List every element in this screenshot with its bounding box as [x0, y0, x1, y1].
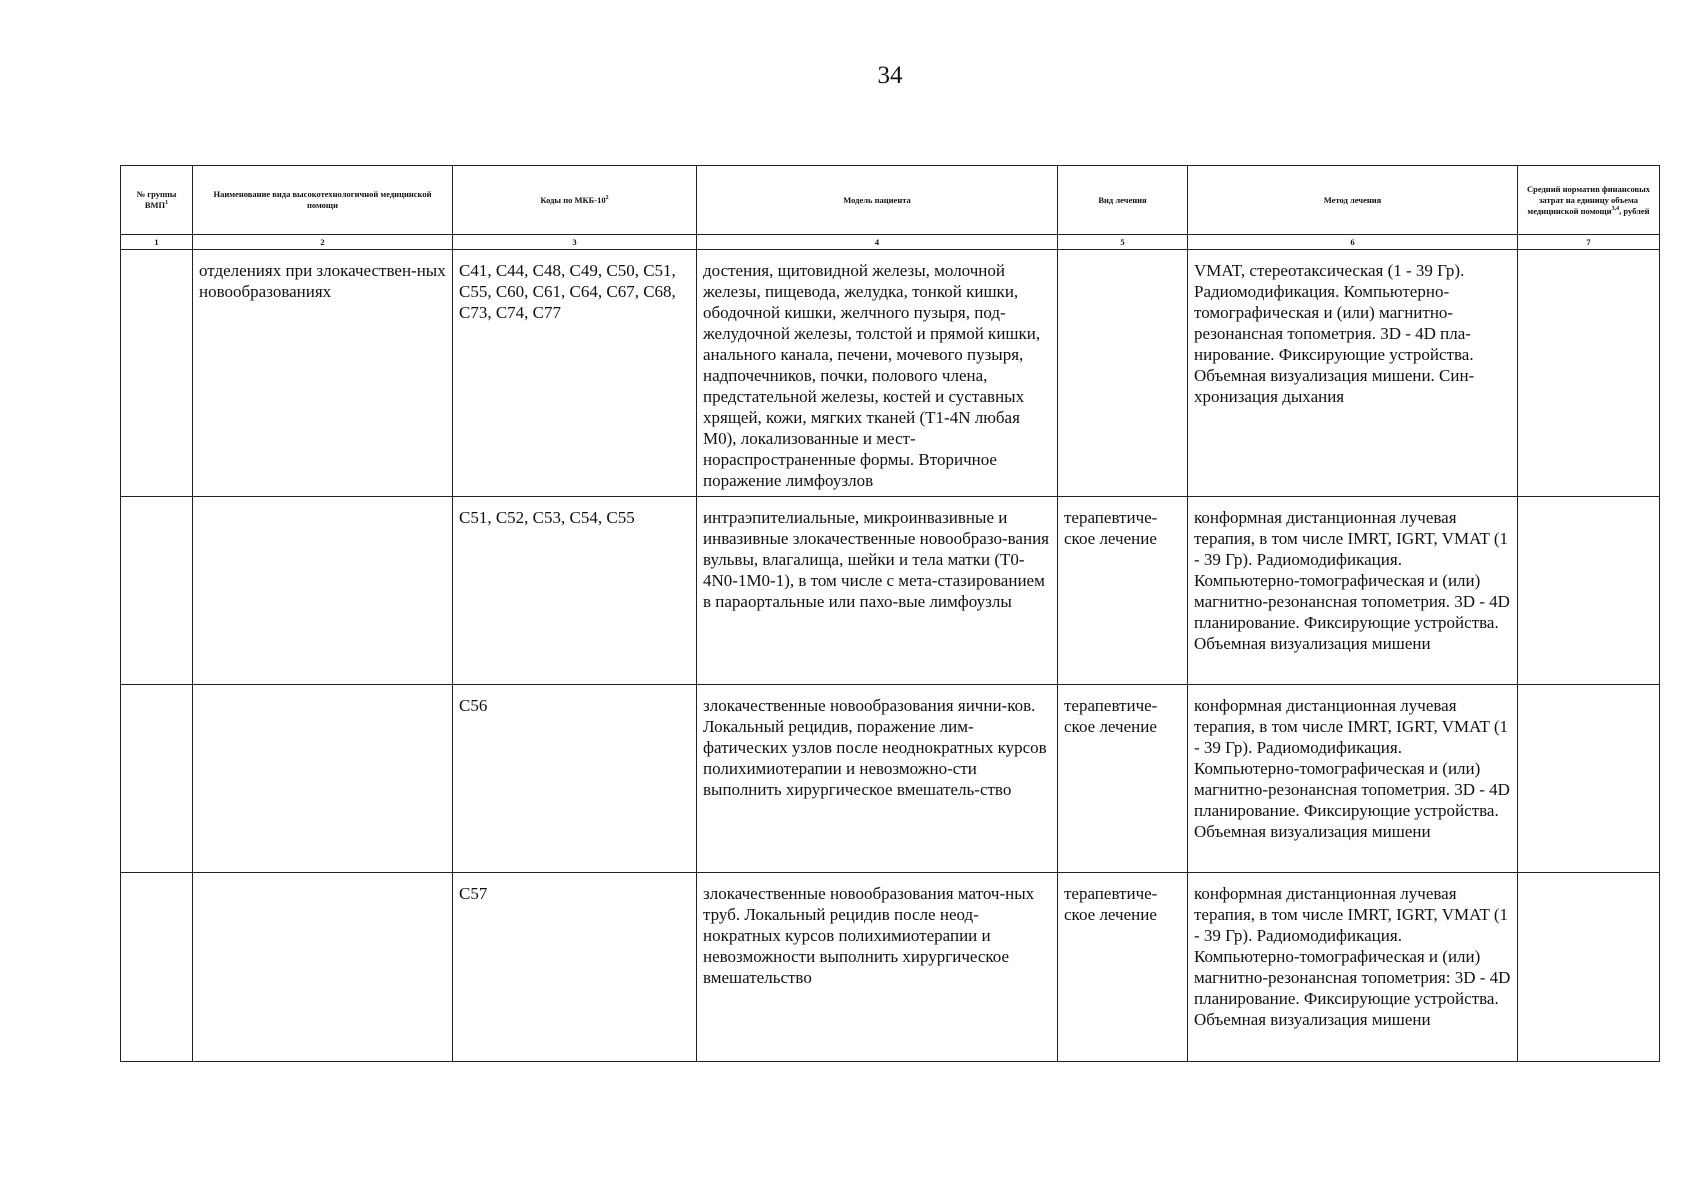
table-row: [121, 250, 1660, 497]
group-number-cell: [121, 685, 193, 873]
header-icd-codes: Коды по МКБ-$10^2$: [453, 166, 697, 235]
care-type-cell: отделениях при злокачествен-ных новообразованиях: [193, 250, 453, 497]
column-number: 3: [453, 235, 697, 250]
average-cost-cell: [1518, 497, 1660, 685]
column-number: 4: [697, 235, 1058, 250]
treatment-method-cell: конформная дистанционная лучевая терапия, в том числе IMRT, IGRT, VMAT (1 - 39 Гр). Радиомодификация. Компьютерно-томографическая и (или) магнитно-резонансная топометрия. 3D - 4D планирование. Фиксирующие устройства. Объемная визуализация мишени: [1188, 497, 1518, 685]
icd-codes-cell: C56: [453, 685, 697, 873]
header-average-cost: Средний норматив финансовых затрат на единицу объема медицинской помощи$^{3,4}$, рублей: [1518, 166, 1660, 235]
group-number-cell: [121, 250, 193, 497]
patient-model-cell: злокачественные новообразования маточ-ных труб. Локальный рецидив после неод-нократных курсов полихимиотерапии и невозможности выполнить хирургическое вмешательство: [697, 873, 1058, 1062]
group-number-cell: [121, 873, 193, 1062]
icd-codes-cell: C51, C52, C53, C54, C55: [453, 497, 697, 685]
treatment-type-cell: [1058, 250, 1188, 497]
treatment-type-cell: терапевтиче-ское лечение: [1058, 685, 1188, 873]
page-number: 34: [877, 62, 903, 89]
treatment-type-cell: терапевтиче-ское лечение: [1058, 873, 1188, 1062]
table-row: [121, 685, 1660, 873]
column-number: 7: [1518, 235, 1660, 250]
icd-codes-cell: C41, C44, C48, C49, C50, C51, C55, C60, C61, C64, C67, C68, C73, C74, C77: [453, 250, 697, 497]
average-cost-cell: [1518, 873, 1660, 1062]
header-care-type: Наименование вида высокотехнологичной медицинской помощи: [193, 166, 453, 235]
column-number: 1: [121, 235, 193, 250]
care-type-cell: [193, 497, 453, 685]
header-treatment-type: Вид лечения: [1058, 166, 1188, 235]
header-group-number: № группы ВМП$^1$: [121, 166, 193, 235]
table-row: [121, 873, 1660, 1062]
care-type-cell: [193, 685, 453, 873]
header-treatment-method: Метод лечения: [1188, 166, 1518, 235]
treatment-method-cell: конформная дистанционная лучевая терапия, в том числе IMRT, IGRT, VMAT (1 - 39 Гр). Радиомодификация. Компьютерно-томографическая и (или) магнитно-резонансная топометрия: 3D - 4D планирование. Фиксирующие устройства. Объемная визуализация мишени: [1188, 873, 1518, 1062]
header-patient-model: Модель пациента: [697, 166, 1058, 235]
patient-model-cell: достения, щитовидной железы, молочной железы, пищевода, желудка, тонкой кишки, ободочной кишки, желчного пузыря, под-желудочной железы, толстой и прямой кишки, анального канала, печени, мочевого пузыря, надпочечников, почки, полового члена, предстательной железы, костей и суставных хрящей, кожи, мягких тканей (T1-4N любая M0), локализованные и мест-нораспространенные формы. Вторичное поражение лимфоузлов: [697, 250, 1058, 497]
table-header-row: [121, 166, 1660, 235]
column-number: 6: [1188, 235, 1518, 250]
vmp-table: [120, 165, 1660, 1062]
patient-model-cell: интраэпителиальные, микроинвазивные и инвазивные злокачественные новообразо-вания вульвы, влагалища, шейки и тела матки (T0-4N0-1M0-1), в том числе с мета-стазированием в параортальные или пахо-вые лимфоузлы: [697, 497, 1058, 685]
average-cost-cell: [1518, 685, 1660, 873]
treatment-method-cell: VMAT, стереотаксическая (1 - 39 Гр). Радиомодификация. Компьютерно-томографическая и (или) магнитно-резонансная топометрия. 3D - 4D пла-нирование. Фиксирующие устройства. Объемная визуализация мишени. Син-хронизация дыхания: [1188, 250, 1518, 497]
column-number-row: [121, 235, 1660, 250]
column-number: 5: [1058, 235, 1188, 250]
table-row: [121, 497, 1660, 685]
column-number: 2: [193, 235, 453, 250]
average-cost-cell: [1518, 250, 1660, 497]
patient-model-cell: злокачественные новообразования яични-ков. Локальный рецидив, поражение лим-фатических узлов после неоднократных курсов полихимиотерапии и невозможно-сти выполнить хирургическое вмешатель-ство: [697, 685, 1058, 873]
icd-codes-cell: C57: [453, 873, 697, 1062]
care-type-cell: [193, 873, 453, 1062]
treatment-type-cell: терапевтиче-ское лечение: [1058, 497, 1188, 685]
treatment-method-cell: конформная дистанционная лучевая терапия, в том числе IMRT, IGRT, VMAT (1 - 39 Гр). Радиомодификация. Компьютерно-томографическая и (или) магнитно-резонансная топометрия. 3D - 4D планирование. Фиксирующие устройства. Объемная визуализация мишени: [1188, 685, 1518, 873]
group-number-cell: [121, 497, 193, 685]
